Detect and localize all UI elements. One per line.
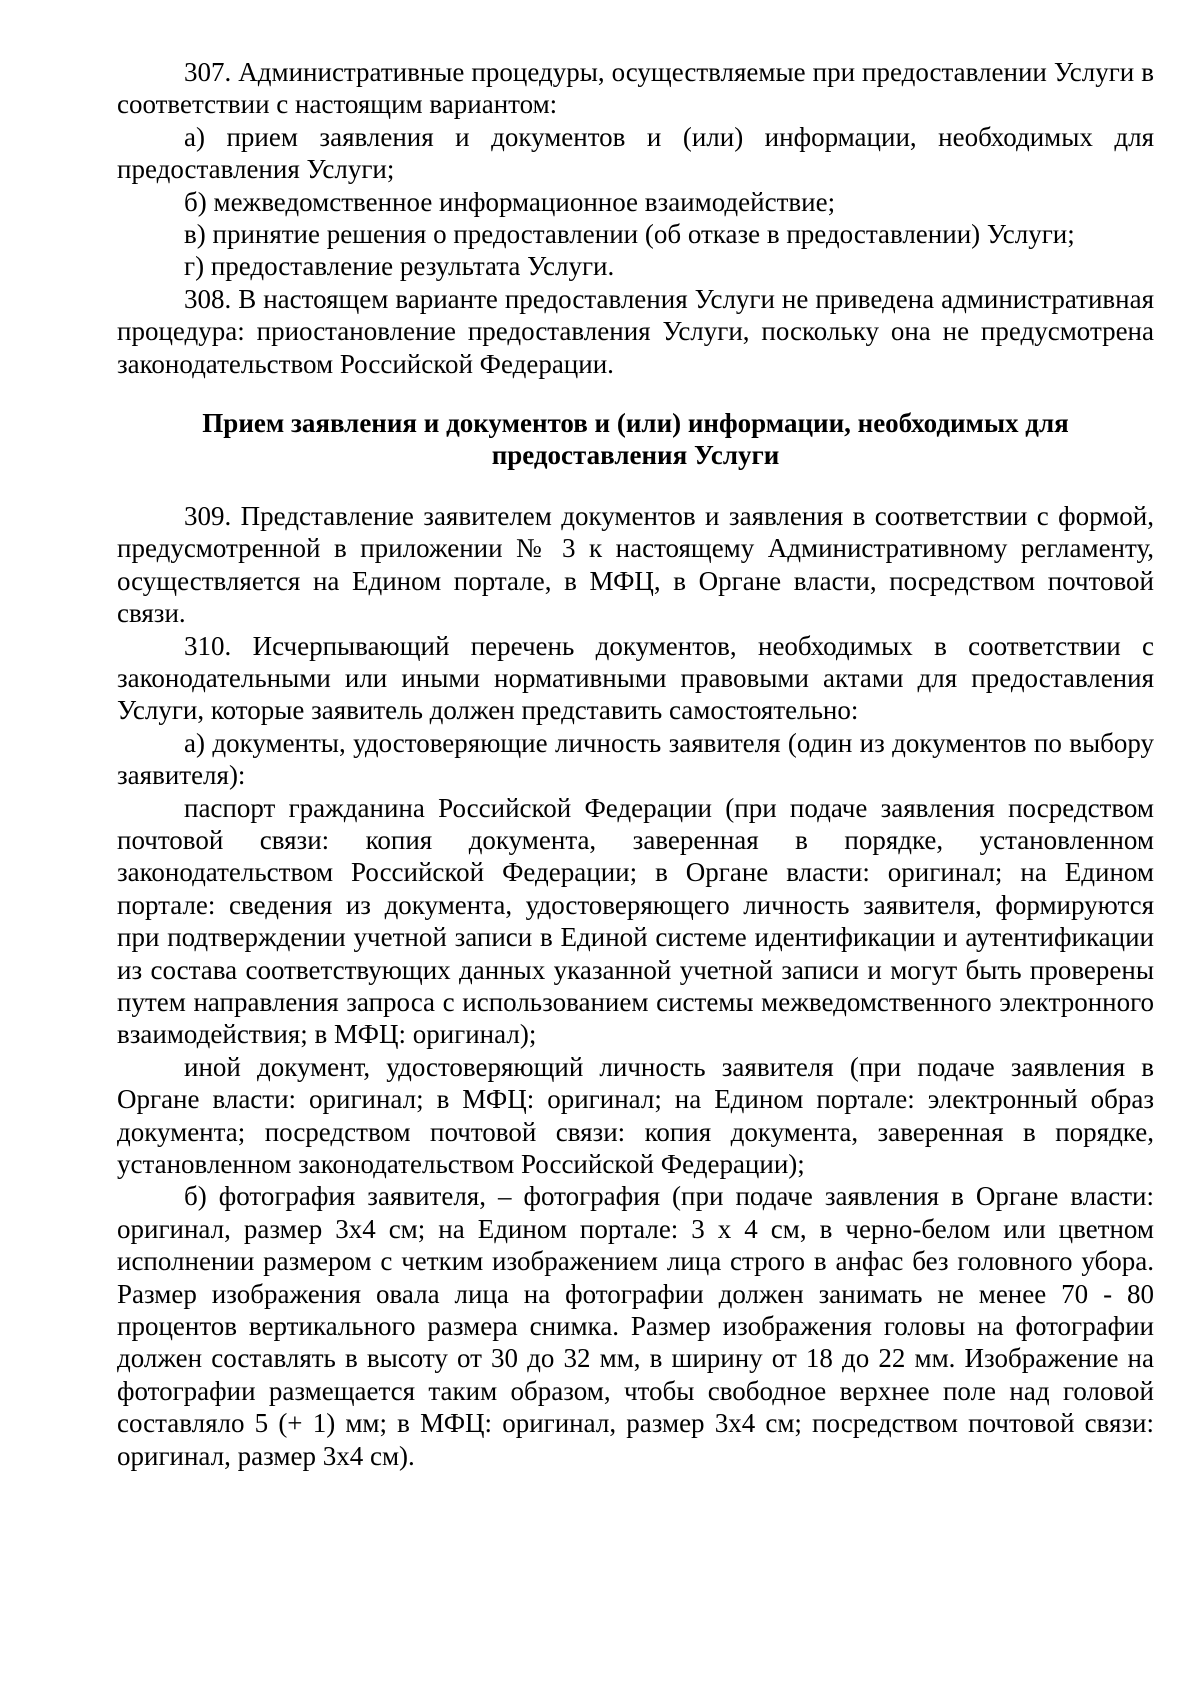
photo-paragraph: б) фотография заявителя, – фотография (при подаче заявления в Органе власти: оригинал, размер 3x4 см; на Едином портале: 3 x 4 см, в черно-белом или цветном исполнении размером с четким изображением лица строго в анфас без головного убора. Размер изображения овала лица на фотографии должен занимать не менее 70 - 80 процентов вертикального размера снимка. Размер изображения головы на фотографии должен составлять в высоту от 30 до 32 мм, в ширину от 18 до 22 мм. Изображение на фотографии размещается таким образом, чтобы свободное верхнее поле над головой составляло 5 (+ 1) мм; в МФЦ: оригинал, размер 3x4 см; посредством почтовой связи: оригинал, размер 3x4 см). <box>117 1181 1154 1471</box>
paragraph-307: 307. Административные процедуры, осуществляемые при предоставлении Услуги в соответствии с настоящим вариантом: <box>117 57 1154 120</box>
list-item-g: г) предоставление результата Услуги. <box>184 251 615 282</box>
paragraph-310: 310. Исчерпывающий перечень документов, необходимых в соответствии с законодательными или иными нормативными правовыми актами для предоставления Услуги, которые заявитель должен представить самостоятельно: <box>117 630 1154 726</box>
list-item-b: б) межведомственное информационное взаимодействие; <box>184 186 836 217</box>
list-item-v: в) принятие решения о предоставлении (об отказе в предоставлении) Услуги; <box>184 219 1075 250</box>
paragraph-308: 308. В настоящем варианте предоставления Услуги не приведена административная процедура: приостановление предоставления Услуги, поскольку она не предусмотрена законодательством Российской Федерации. <box>117 283 1154 379</box>
other-id-paragraph: иной документ, удостоверяющий личность заявителя (при подаче заявления в Органе власти: оригинал; в МФЦ: оригинал; на Едином портале: электронный образ документа; посредством почтовой связи: копия документа, заверенная в порядке, установленном законодательством Российской Федерации); <box>117 1051 1154 1179</box>
passport-paragraph: паспорт гражданина Российской Федерации (при подаче заявления посредством почтовой связи: копия документа, заверенная в порядке, установленном законодательством Российской Федерации; в Органе власти: оригинал; на Едином портале: сведения из документа, удостоверяющего личность заявителя, формируются при подтверждении учетной записи в Единой системе идентификации и аутентификации из состава соответствующих данных указанной учетной записи и могут быть проверены путем направления запроса с использованием системы межведомственного электронного взаимодействия; в МФЦ: оригинал); <box>117 792 1154 1050</box>
section-heading: Прием заявления и документов и (или) информации, необходимых для предоставления Услуги <box>202 408 1069 471</box>
document-page <box>117 56 1154 1472</box>
list-item-a: а) прием заявления и документов и (или) информации, необходимых для предоставления Услуги; <box>117 121 1154 185</box>
paragraph-309: 309. Представление заявителем документов и заявления в соответствии с формой, предусмотренной в приложении № 3 к настоящему Административному регламенту, осуществляется на Едином портале, в МФЦ, в Органе власти, посредством почтовой связи. <box>117 500 1154 629</box>
list-item-identity-docs: а) документы, удостоверяющие личность заявителя (один из документов по выбору заявителя): <box>117 727 1154 791</box>
